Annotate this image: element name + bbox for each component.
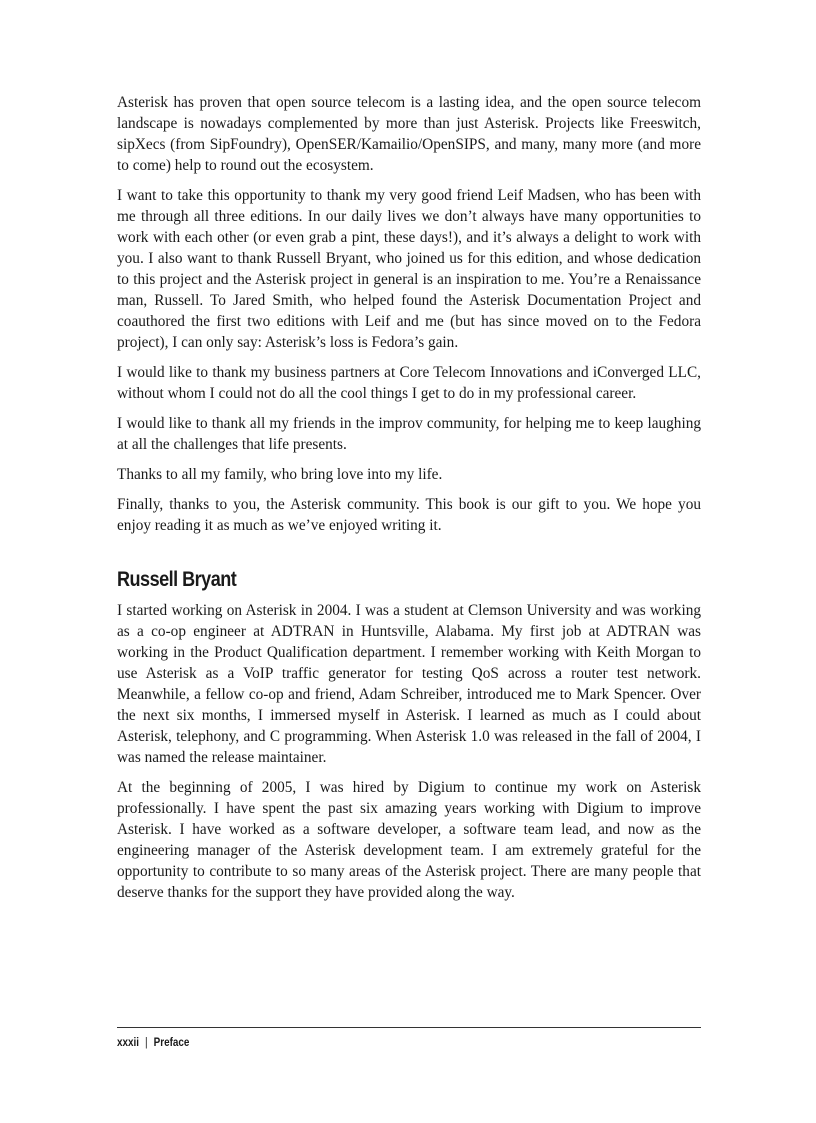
- paragraph-thanks-improv-community: I would like to thank all my friends in the improv community, for helping me to keep laughing at all the challenges that life presents.: [117, 415, 701, 453]
- paragraph-thanks-community: Finally, thanks to you, the Asterisk community. This book is our gift to you. We hope you enjoy reading it as much as we’ve enjoyed writing it.: [117, 496, 701, 534]
- paragraph-thanks-family: Thanks to all my family, who bring love into my life.: [117, 466, 443, 483]
- paragraph-russell-background: I started working on Asterisk in 2004. I was a student at Clemson University and was working as a co-op engineer at ADTRAN in Huntsville, Alabama. My first job at ADTRAN was working in the Product Qualification department. I remember working with Keith Morgan to use Asterisk as a VoIP traffic generator for testing QoS across a router test network. Meanwhile, a fellow co-op and friend, Adam Schreiber, introduced me to Mark Spencer. Over the next six months, I immersed myself in Asterisk. I learned as much as I could about Asterisk, telephony, and C programming. When Asterisk 1.0 was released in the fall of 2004, I was named the release maintainer.: [117, 602, 701, 766]
- footer-separator: |: [145, 1037, 148, 1049]
- paragraph-thanks-business-partners: I would like to thank my business partners at Core Telecom Innovations and iConverged LLC, without whom I could not do all the cool things I get to do in my professional career.: [117, 364, 701, 402]
- paragraph-russell-digium: At the beginning of 2005, I was hired by Digium to continue my work on Asterisk professionally. I have spent the past six amazing years working with Digium to improve Asterisk. I have worked as a software developer, a software team lead, and now as the engineering manager of the Asterisk development team. I am extremely grateful for the opportunity to contribute to so many areas of the Asterisk project. There are many people that deserve thanks for the support they have provided along the way.: [117, 779, 701, 901]
- section-heading-russell-bryant: Russell Bryant: [117, 568, 237, 591]
- paragraph-thanks-leif-russell-jared: I want to take this opportunity to thank my very good friend Leif Madsen, who has been with me through all three editions. In our daily lives we don’t always have many opportunities to work with each other (or even grab a pint, these days!), and it’s always a delight to work with you. I also want to thank Russell Bryant, who joined us for this edition, and whose dedication to this project and the Asterisk project in general is an inspiration to me. You’re a Renaissance man, Russell. To Jared Smith, who helped found the Asterisk Documentation Project and coauthored the first two editions with Leif and me (but has since moved on to the Fedora project), I can only say: Asterisk’s loss is Fedora’s gain.: [117, 187, 701, 351]
- page-number: xxxii: [117, 1037, 139, 1049]
- paragraph-open-source-landscape: Asterisk has proven that open source telecom is a lasting idea, and the open source telecom landscape is nowadays complemented by more than just Asterisk. Projects like Freeswitch, sipXecs (from SipFoundry), OpenSER/Kamailio/OpenSIPS, and many, many more (and more to come) help to round out the ecosystem.: [117, 94, 701, 174]
- footer-section-name: Preface: [153, 1037, 190, 1049]
- footer-divider: [117, 1027, 701, 1028]
- page-body: [117, 92, 701, 912]
- page-footer: [117, 1035, 189, 1051]
